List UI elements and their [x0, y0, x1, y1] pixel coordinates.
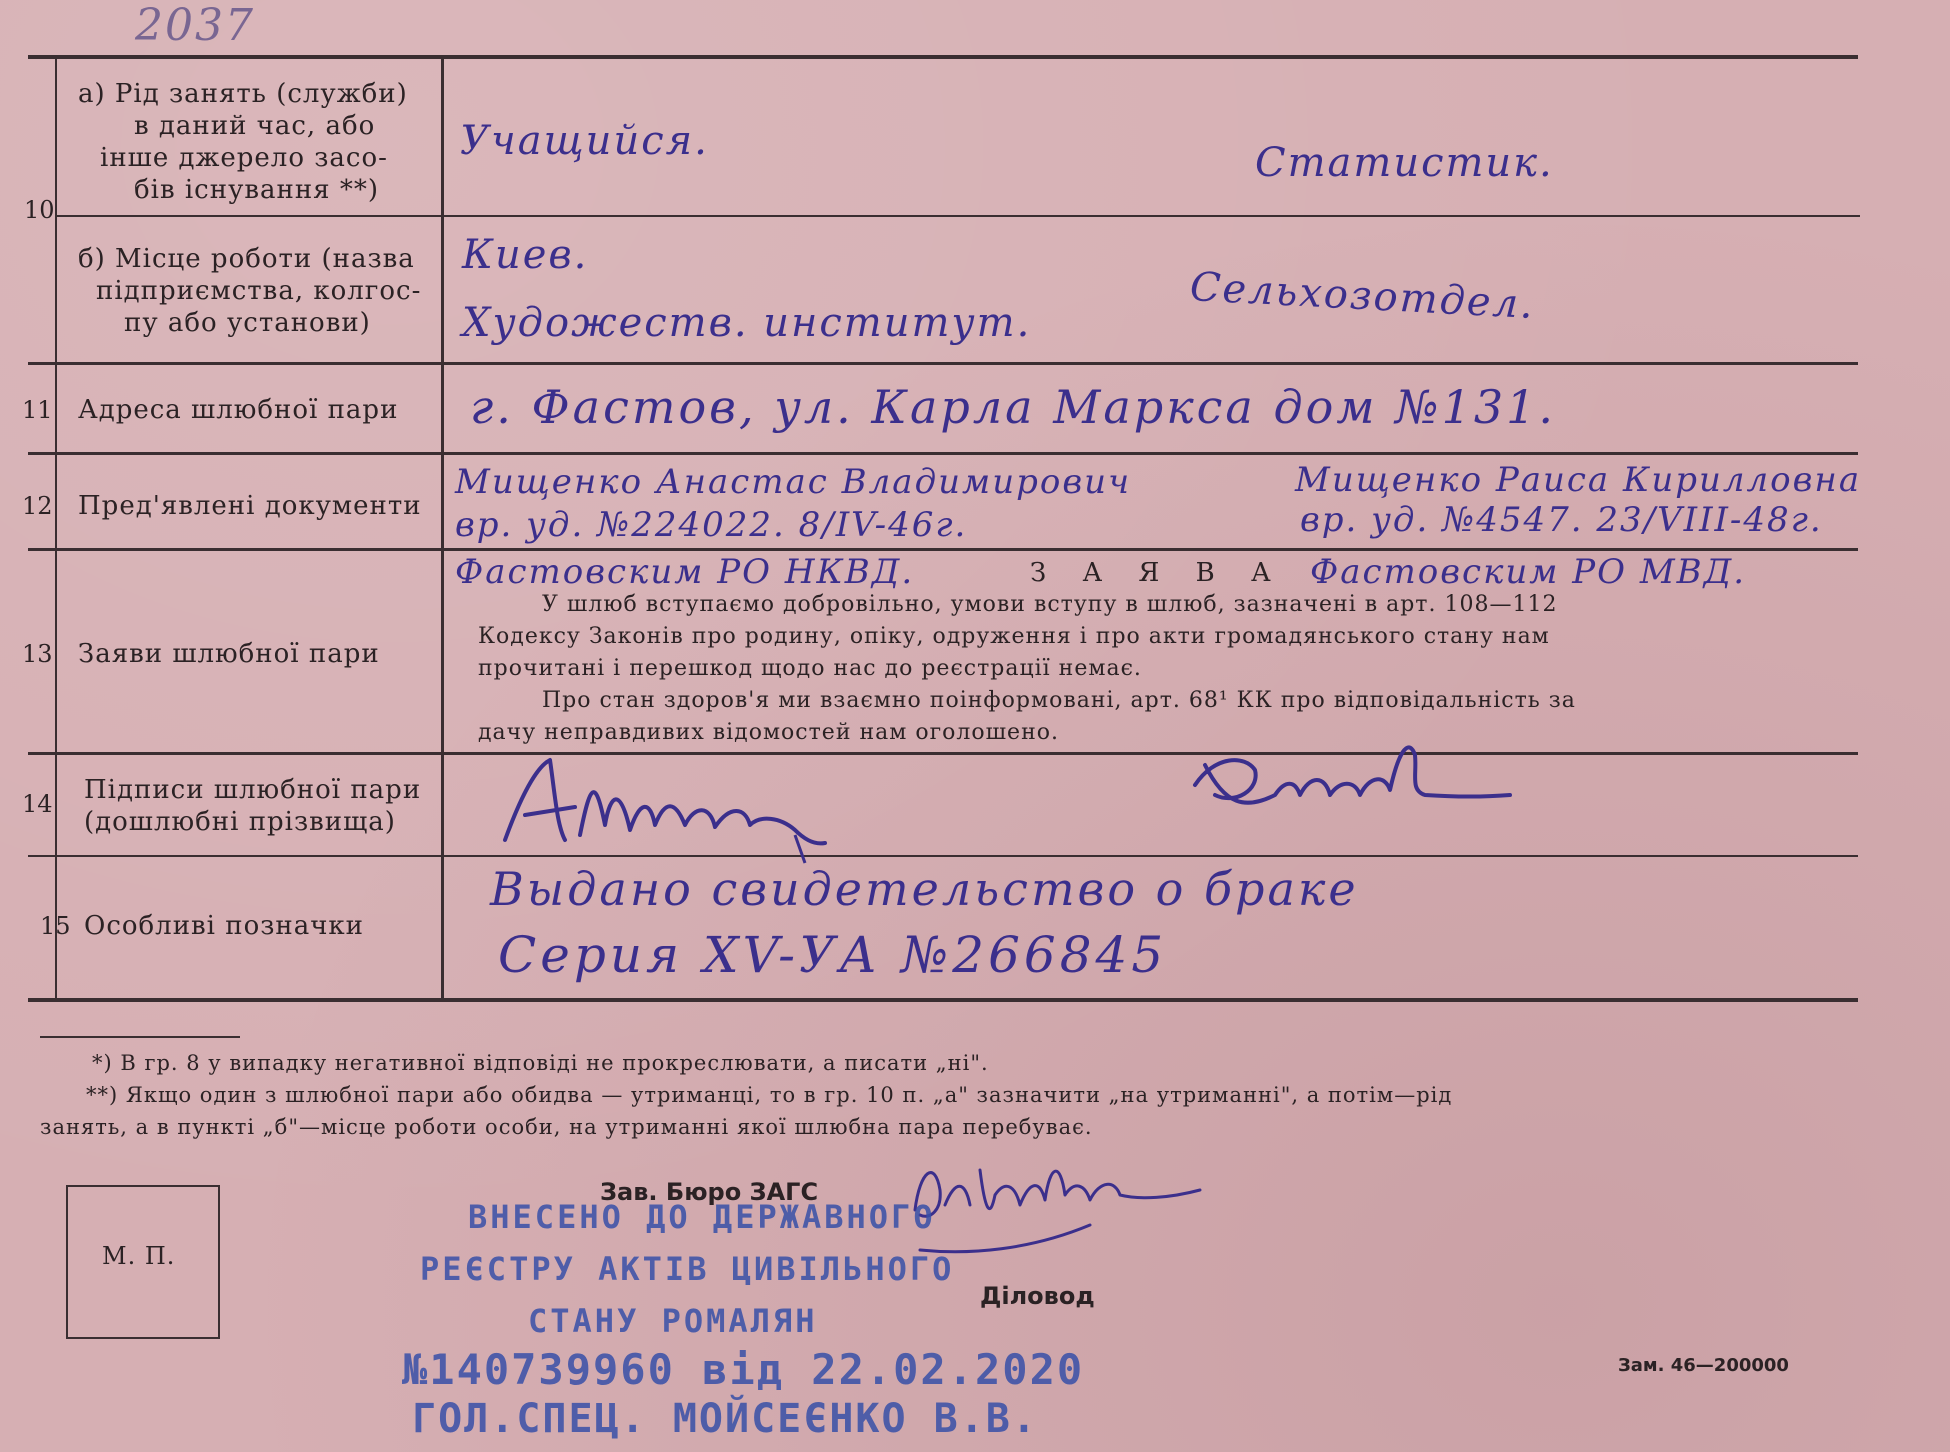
row-13-text-3: прочитані і перешкод щодо нас до реєстрації немає. — [478, 656, 1142, 681]
row-13-groom-hw-office: Фастовским РО НКВД. — [455, 552, 915, 592]
footnote-1: *) В гр. 8 у випадку негативної відповіді не прокреслювати, а писати „ні". — [92, 1051, 989, 1075]
rule-11-12 — [28, 452, 1858, 455]
rule-top — [28, 55, 1858, 59]
row-10a-groom-value: Учащийся. — [460, 118, 709, 164]
col-rule-label — [441, 57, 444, 1000]
rule-bottom — [28, 998, 1858, 1002]
row-13-text-2: Кодексу Законів про родину, опіку, одруження і про акти громадянського стану нам — [478, 624, 1550, 649]
footnote-3: занять, а в пункті „б"—місце роботи особи, на утриманні якої шлюбна пара перебуває. — [40, 1115, 1093, 1139]
row-13-text-4: Про стан здоров'я ми взаємно поінформовані, арт. 68¹ КК про відповідальність за — [542, 688, 1576, 713]
rule-10-11 — [28, 362, 1858, 365]
row-10b-groom-value-2: Художеств. институт. — [462, 300, 1032, 346]
registry-stamp-line-2: РЕЄСТРУ АКТІВ ЦИВІЛЬНОГО — [420, 1250, 955, 1288]
row-13-text-1: У шлюб вступаємо добровільно, умови вступу в шлюб, зазначені в арт. 108—112 — [542, 592, 1558, 617]
groom-signature — [495, 745, 855, 865]
row-10a-bride-value: Статистик. — [1255, 140, 1554, 186]
row-15-value-2: Серия XV-УА №266845 — [498, 926, 1168, 984]
row-10a-label-4: бів існування **) — [134, 175, 379, 205]
registry-stamp-line-3: СТАНУ РОМАЛЯН — [528, 1302, 818, 1340]
corner-mark: 2037 — [135, 0, 255, 51]
row-12-number: 12 — [22, 492, 53, 520]
rule-12-13 — [28, 548, 1858, 551]
row-11-number: 11 — [22, 396, 53, 424]
clerk-label: Діловод — [980, 1282, 1095, 1310]
footnote-separator — [40, 1036, 240, 1038]
rule-10a-10b — [55, 215, 1860, 217]
registry-stamp-line-5: ГОЛ.СПЕЦ. МОЙСЕЄНКО В.В. — [412, 1396, 1038, 1442]
row-15-value-1: Выдано свидетельство о браке — [490, 862, 1359, 916]
row-10a-label-3: інше джерело засо- — [100, 143, 388, 173]
registry-stamp-line-4: №140739960 від 22.02.2020 — [402, 1345, 1085, 1394]
row-12-bride-doc-1: Мищенко Раиса Кирилловна — [1295, 460, 1862, 500]
row-10b-groom-value-1: Киев. — [462, 232, 589, 278]
row-14-label-1: Підписи шлюбної пари — [84, 775, 422, 805]
row-11-address-value: г. Фастов, ул. Карла Маркса дом №131. — [470, 380, 1557, 434]
footnote-2: **) Якщо один з шлюбної пари або обидва — утриманці, то в гр. 10 п. „а" зазначити „на утриманні", а потім—рід — [86, 1083, 1453, 1107]
row-10-number: 10 — [24, 196, 55, 224]
bride-signature — [1185, 735, 1515, 830]
row-13-label: Заяви шлюбної пари — [78, 639, 380, 669]
order-number: Зам. 46—200000 — [1618, 1355, 1789, 1376]
row-10a-label-1: а) Рід занять (служби) — [78, 79, 408, 109]
col-rule-number — [55, 57, 57, 1000]
row-15-label: Особливі позначки — [84, 911, 365, 941]
row-13-bride-hw-office: Фастовским РО МВД. — [1310, 552, 1747, 592]
seal-label: М. П. — [102, 1242, 176, 1270]
row-12-groom-doc-2: вр. уд. №224022. 8/IV-46г. — [455, 505, 968, 545]
head-signature — [900, 1150, 1220, 1260]
head-label: Зав. Бюро ЗАГС — [600, 1178, 819, 1206]
row-10b-label-1: б) Місце роботи (назва — [78, 244, 415, 274]
row-12-label: Пред'явлені документи — [78, 491, 422, 521]
row-11-label: Адреса шлюбної пари — [78, 395, 399, 425]
row-12-groom-doc-1: Мищенко Анастас Владимирович — [455, 462, 1132, 502]
row-10b-bride-value: Сельхозотдел. — [1188, 264, 1536, 329]
row-10b-label-2: підприємства, колгос- — [96, 276, 422, 306]
row-13-title: З А Я В А — [1030, 558, 1285, 588]
row-10a-label-2: в даний час, або — [134, 111, 376, 141]
row-12-bride-doc-2: вр. уд. №4547. 23/VIII-48г. — [1300, 500, 1823, 540]
row-10b-label-3: пу або установи) — [124, 308, 371, 338]
rule-14-15 — [28, 855, 1858, 857]
rule-13-14 — [28, 752, 1858, 755]
row-13-text-5: дачу неправдивих відомостей нам оголошено. — [478, 720, 1059, 745]
row-15-number: 15 — [40, 912, 71, 940]
row-14-number: 14 — [22, 790, 53, 818]
row-14-label-2: (дошлюбні прізвища) — [84, 807, 396, 837]
row-13-number: 13 — [22, 640, 53, 668]
registry-stamp-line-1: ВНЕСЕНО ДО ДЕРЖАВНОГО — [468, 1198, 936, 1236]
